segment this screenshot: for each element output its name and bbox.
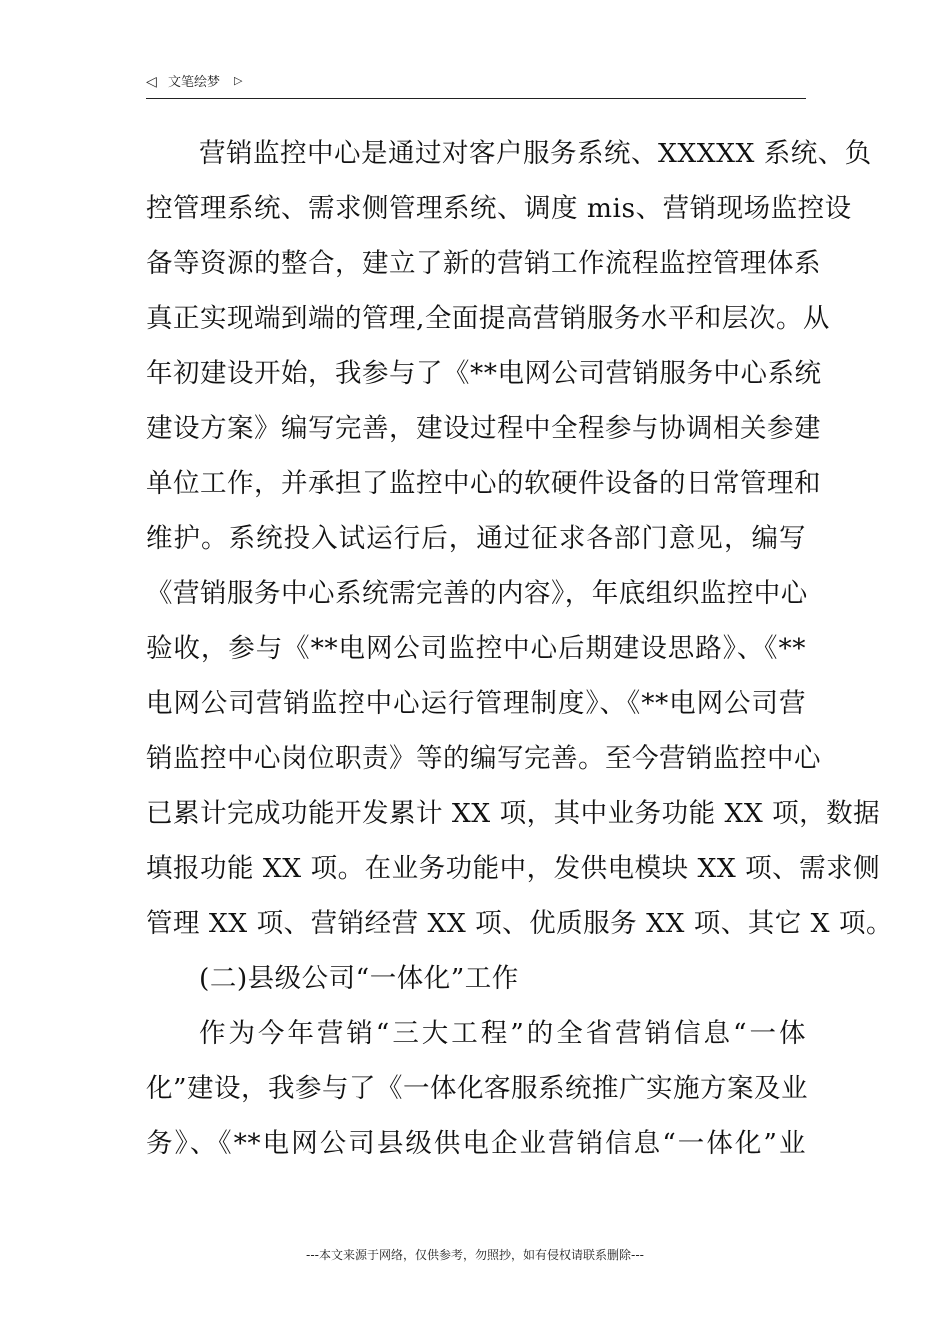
triangle-right-icon: ▷ — [234, 74, 243, 87]
paragraph-line: 单位工作，并承担了监控中心的软硬件设备的日常管理和 — [146, 468, 821, 499]
paragraph-line: 销监控中心岗位职责》等的编写完善。至今营销监控中心 — [146, 743, 821, 774]
page-footer: ---本文来源于网络，仅供参考，勿照抄，如有侵权请联系删除--- — [306, 1248, 644, 1262]
paragraph-line: 备等资源的整合，建立了新的营销工作流程监控管理体系 — [146, 248, 821, 279]
paragraph-line: 填报功能 XX 项。在业务功能中，发供电模块 XX 项、需求侧 — [146, 853, 881, 884]
paragraph-line: 年初建设开始，我参与了《**电网公司营销服务中心系统 — [146, 358, 822, 389]
paragraph-line: 化”建设，我参与了《一体化客服系统推广实施方案及业 — [146, 1073, 809, 1104]
paragraph-line: 建设方案》编写完善，建设过程中全程参与协调相关参建 — [146, 413, 821, 444]
paragraph-line: 务》、《**电网公司县级供电企业营销信息“一体化”业 — [146, 1128, 806, 1159]
paragraph-line: 维护。系统投入试运行后，通过征求各部门意见，编写 — [146, 523, 806, 554]
paragraph-line: 控管理系统、需求侧管理系统、调度 mis、营销现场监控设 — [146, 193, 852, 224]
paragraph-line: 真正实现端到端的管理,全面提高营销服务水平和层次。从 — [146, 303, 830, 334]
section-heading: (二)县级公司“一体化”工作 — [199, 963, 519, 994]
document-body — [146, 130, 893, 1175]
paragraph-line: 验收，参与《**电网公司监控中心后期建设思路》、《** — [146, 633, 806, 664]
paragraph-line: 电网公司营销监控中心运行管理制度》、《**电网公司营 — [146, 688, 806, 719]
triangle-left-icon: ◁ — [146, 74, 157, 90]
paragraph-line: 管理 XX 项、营销经营 XX 项、优质服务 XX 项、其它 X 项。 — [146, 908, 893, 939]
header-title: 文笔绘梦 — [168, 75, 221, 90]
paragraph-line: 作为今年营销“三大工程”的全省营销信息“一体 — [199, 1018, 806, 1049]
paragraph-line: 营销监控中心是通过对客户服务系统、XXXXX 系统、负 — [199, 138, 872, 169]
paragraph-line: 《营销服务中心系统需完善的内容》，年底组织监控中心 — [146, 578, 808, 609]
paragraph-line: 已累计完成功能开发累计 XX 项，其中业务功能 XX 项，数据 — [146, 798, 881, 829]
page-header — [146, 72, 806, 99]
